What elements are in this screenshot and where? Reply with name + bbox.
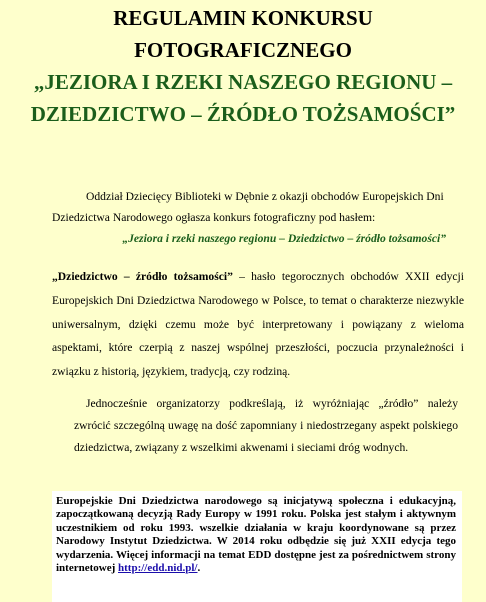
theme-paragraph bbox=[52, 265, 464, 384]
edd-website-link[interactable]: http://edd.nid.pl/ bbox=[118, 562, 198, 575]
edd-info-body: Europejskie Dni Dziedzictwa narodowego są inicjatywą społeczna i edukacyjną, zapoczątkowaną decyzją Rady Europy w 1991 roku. Polska jest stałym i aktywnym uczestnikiem od roku 1993. wszelkie działania w kraju koordynowane są przez Narodowy Instytut Dziedzictwa. W 2014 roku odbędzie się już XXII edycja tego wydarzenia. Więcej informacji na temat EDD dostępne jest za pośrednictwem strony internetowej bbox=[56, 495, 456, 575]
title-line-1: REGULAMIN KONKURSU bbox=[113, 6, 373, 30]
edd-info-trailing: . bbox=[197, 562, 201, 575]
edd-info-text bbox=[52, 491, 456, 575]
edd-info-box bbox=[52, 491, 462, 602]
document-title bbox=[0, 2, 486, 130]
organizers-paragraph bbox=[74, 393, 458, 459]
organizers-text: Jednocześnie organizatorzy podkreślają, iż wyróżniając „źródło” należy zwrócić szczególną uwagę na dość zapomniany i niedostrzegany aspekt polskiego dziedzictwa, związany z wszelkimi akwenami i sieciami dróg wodnych. bbox=[74, 397, 458, 454]
title-line-4: DZIEDZICTWO – ŹRÓDŁO TOŻSAMOŚCI” bbox=[30, 102, 456, 126]
theme-text: – hasło tegorocznych obchodów XXII edycji Europejskich Dni Dziedzictwa Narodowego w Polsce, to temat o charakterze niezwykle uniwersalnym, dzięki czemu może być interpretowany i powiązany z wieloma aspektami, które czerpią z naszej wspólnej przeszłości, poczucia przynależności i związku z historią, językiem, tradycją, czy rodziną. bbox=[52, 270, 464, 379]
intro-text: Oddział Dziecięcy Biblioteki w Dębnie z okazji obchodów Europejskich Dni Dziedzictwa Narodowego ogłasza konkurs fotograficzny pod hasłem: bbox=[52, 190, 444, 224]
title-line-3: „JEZIORA I RZEKI NASZEGO REGIONU – bbox=[33, 70, 453, 94]
theme-lead: „Dziedzictwo – źródło tożsamości” bbox=[52, 270, 233, 283]
contest-slogan: „Jeziora i rzeki naszego regionu – Dziedzictwo – źródło tożsamości” bbox=[122, 232, 446, 245]
intro-paragraph bbox=[52, 186, 462, 249]
title-line-2: FOTOGRAFICZNEGO bbox=[134, 38, 352, 62]
